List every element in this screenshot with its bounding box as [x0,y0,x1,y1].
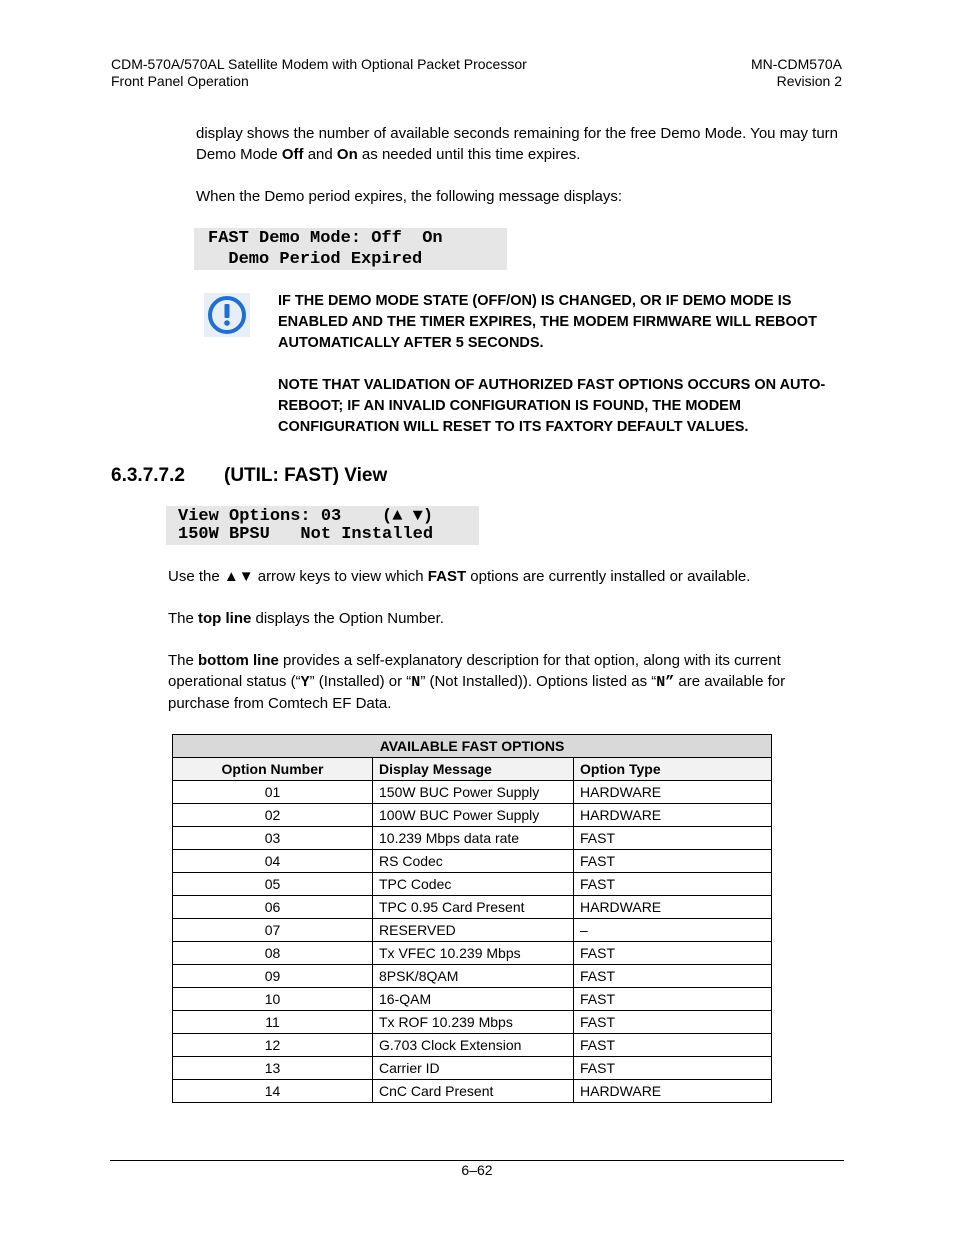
lcd-line-2: Demo Period Expired [208,250,423,269]
para5-text-c: ” (Installed) or “ [309,673,412,690]
cell-display-message: 16-QAM [373,988,574,1011]
cell-option-number: 09 [173,965,373,988]
page-header-right [751,56,842,90]
warning-reboot: IF THE DEMO MODE STATE (OFF/ON) IS CHANGED, OR IF DEMO MODE IS ENABLED AND THE TIMER EXPIRES, THE MODEM FIRMWARE WILL REBOOT AUTOMATICALLY AFTER 5 SECONDS. [278,293,817,351]
table-row [173,781,772,804]
para5-text-e: are available for purchase from Comtech EF Data. [168,673,786,712]
cell-option-number: 14 [173,1080,373,1103]
cell-option-type: HARDWARE [574,896,772,919]
lcd-view-options [166,506,479,545]
paragraph-top-line [168,608,444,629]
cell-option-number: 08 [173,942,373,965]
para5-text-a: The [168,652,199,669]
cell-display-message: RS Codec [373,850,574,873]
cell-option-number: 06 [173,896,373,919]
header-chapter: Front Panel Operation [111,73,249,89]
cell-option-type: HARDWARE [574,781,772,804]
cell-option-type: FAST [574,1011,772,1034]
cell-display-message: 8PSK/8QAM [373,965,574,988]
page-header-left [111,56,527,90]
cell-option-type: HARDWARE [574,804,772,827]
col-header-display-message: Display Message [373,758,574,781]
para1-text-a: display shows the number of available seconds remaining for the free Demo Mode. You may turn Demo Mode [196,125,839,163]
table-title: AVAILABLE FAST OPTIONS [173,735,772,758]
para1-text-b: and [303,146,337,163]
cell-display-message: TPC 0.95 Card Present [373,896,574,919]
fast-options-table [172,734,772,1103]
cell-option-number: 03 [173,827,373,850]
cell-option-type: FAST [574,942,772,965]
header-manual-number: MN-CDM570A [750,56,842,72]
cell-option-type: FAST [574,827,772,850]
cell-option-number: 12 [173,1034,373,1057]
cell-display-message: 10.239 Mbps data rate [373,827,574,850]
table-row [173,827,772,850]
warning-notice [278,291,838,438]
table-row [173,965,772,988]
paragraph-arrow-keys [168,566,750,587]
cell-display-message: G.703 Clock Extension [373,1034,574,1057]
cell-option-type: – [574,919,772,942]
warning-validation: NOTE THAT VALIDATION OF AUTHORIZED FAST OPTIONS OCCURS ON AUTO-REBOOT; IF AN INVALID CONFIGURATION IS FOUND, THE MODEM CONFIGURATION WILL RESET TO ITS FAXTORY DEFAULT VALUES. [278,377,826,435]
cell-option-type: FAST [574,988,772,1011]
para4-top-line: top line [198,610,252,627]
table-row [173,988,772,1011]
paragraph-demo-seconds [196,123,846,165]
notice-icon-frame [204,293,250,337]
para5-text-d: ” (Not Installed)). Options listed as “ [420,673,657,690]
table-body [173,781,772,1103]
lcd-line-1: FAST Demo Mode: Off On [208,229,443,248]
cell-display-message: CnC Card Present [373,1080,574,1103]
para5-bottom-line: bottom line [198,652,279,669]
cell-option-number: 01 [173,781,373,804]
para3-fast: FAST [427,568,467,585]
para3-text-b: options are currently installed or available. [466,568,751,585]
cell-option-type: FAST [574,850,772,873]
cell-display-message: 150W BUC Power Supply [373,781,574,804]
lcd-demo-expired [194,228,507,270]
para1-text-c: as needed until this time expires. [357,146,581,163]
para5-n2: N” [656,674,675,691]
page-number: 6–62 [461,1162,493,1178]
footer-rule [110,1160,844,1161]
exclamation-circle-icon [204,293,250,337]
section-number: 6.3.7.7.2 [111,465,185,486]
table-row [173,873,772,896]
cell-option-type: FAST [574,1034,772,1057]
cell-display-message: 100W BUC Power Supply [373,804,574,827]
col-header-option-type: Option Type [574,758,772,781]
cell-option-type: FAST [574,873,772,896]
para4-text-a: The [168,610,199,627]
table-row [173,804,772,827]
cell-option-number: 13 [173,1057,373,1080]
para4-text-b: displays the Option Number. [251,610,444,627]
cell-display-message: Tx VFEC 10.239 Mbps [373,942,574,965]
para1-off: Off [281,146,304,163]
cell-option-type: FAST [574,965,772,988]
col-header-option-number: Option Number [173,758,373,781]
paragraph-demo-expired: When the Demo period expires, the following message displays: [196,188,623,205]
lcd-line-2: 150W BPSU Not Installed [178,525,434,544]
table-row [173,850,772,873]
cell-option-type: HARDWARE [574,1080,772,1103]
cell-option-number: 10 [173,988,373,1011]
table-row [173,1057,772,1080]
cell-option-type: FAST [574,1057,772,1080]
cell-option-number: 05 [173,873,373,896]
header-doc-title: CDM-570A/570AL Satellite Modem with Optional Packet Processor [111,56,527,72]
header-revision: Revision 2 [776,73,842,89]
cell-option-number: 07 [173,919,373,942]
cell-display-message: Tx ROF 10.239 Mbps [373,1011,574,1034]
cell-option-number: 04 [173,850,373,873]
para5-y: Y [300,674,310,691]
cell-option-number: 11 [173,1011,373,1034]
section-title: (UTIL: FAST) View [224,465,388,486]
table-row [173,1011,772,1034]
para1-on: On [336,146,358,163]
cell-display-message: Carrier ID [373,1057,574,1080]
para5-text-b: provides a self-explanatory description for that option, along with its current operational status (“ [168,652,781,690]
table-row [173,1034,772,1057]
section-heading [111,465,387,487]
lcd-line-1: View Options: 03 (▲ ▼) [178,507,434,526]
table-row [173,1080,772,1103]
table-row [173,942,772,965]
table-row [173,896,772,919]
para3-text-a: Use the ▲▼ arrow keys to view which [168,568,428,585]
cell-option-number: 02 [173,804,373,827]
cell-display-message: RESERVED [373,919,574,942]
cell-display-message: TPC Codec [373,873,574,896]
paragraph-bottom-line [168,650,828,714]
table-row [173,919,772,942]
para5-n: N [411,674,421,691]
